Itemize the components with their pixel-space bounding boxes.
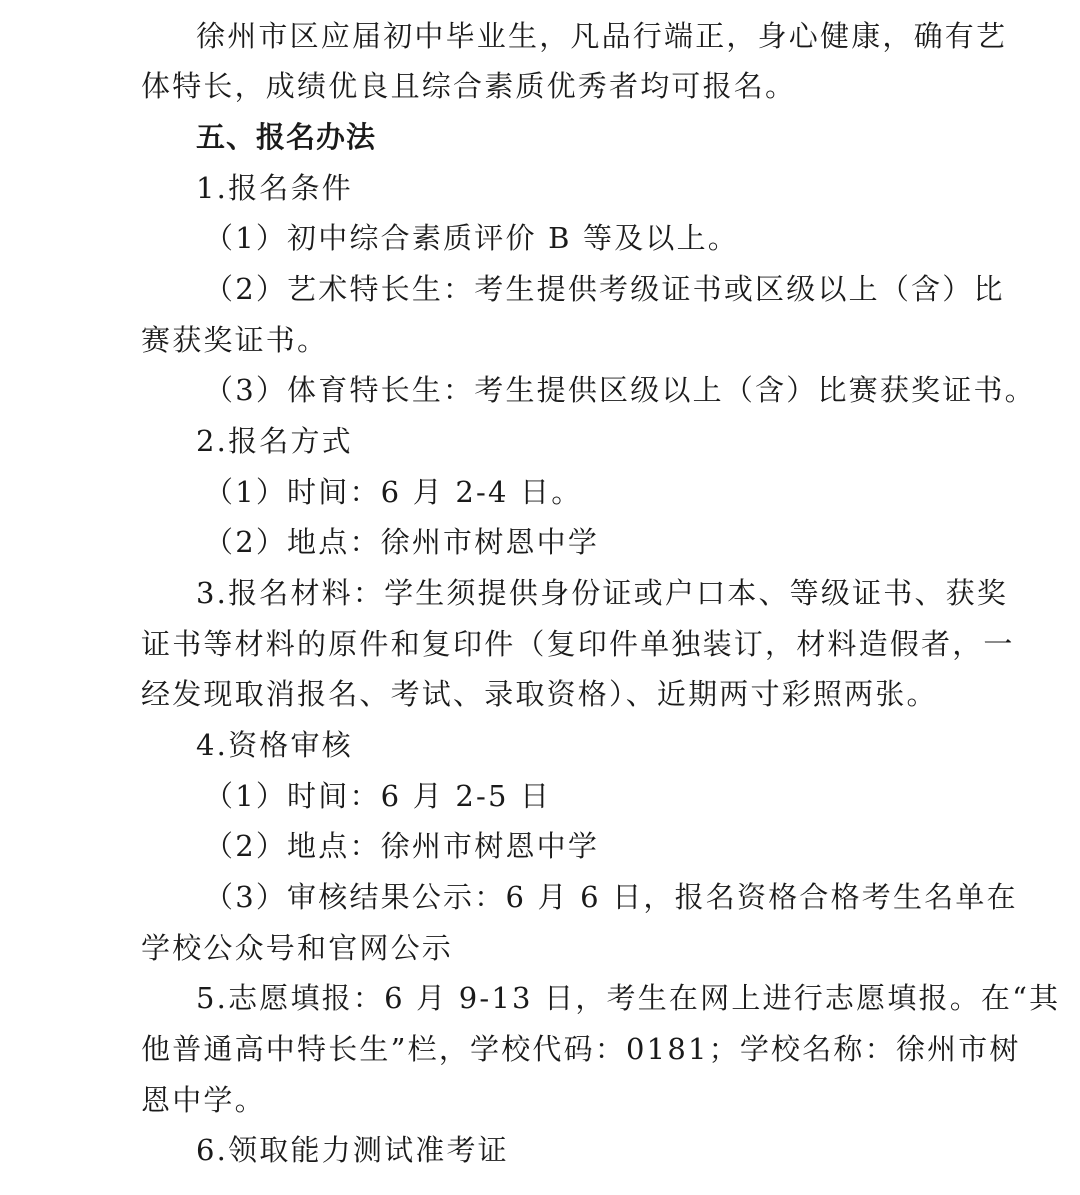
condition-item-3: （3）体育特长生：考生提供区级以上（含）比赛获奖证书。	[204, 373, 1036, 407]
method-location: （2）地点：徐州市树恩中学	[204, 525, 600, 559]
review-result-line-2: 学校公众号和官网公示	[141, 931, 454, 965]
condition-item-2-line-1: （2）艺术特长生：考生提供考级证书或区级以上（含）比	[204, 272, 1005, 306]
application-line-1: 5.志愿填报：6 月 9-13 日，考生在网上进行志愿填报。在“其	[196, 981, 1061, 1015]
subheading-admission-ticket: 6.领取能力测试准考证	[196, 1133, 509, 1167]
method-time: （1）时间：6 月 2-4 日。	[204, 475, 583, 509]
review-location: （2）地点：徐州市树恩中学	[204, 829, 600, 863]
subheading-method: 2.报名方式	[196, 424, 353, 458]
condition-item-1: （1）初中综合素质评价 B 等及以上。	[204, 221, 739, 255]
section-heading-registration: 五、报名办法	[196, 120, 377, 154]
condition-item-2-line-2: 赛获奖证书。	[141, 323, 329, 357]
materials-line-1: 3.报名材料：学生须提供身份证或户口本、等级证书、获奖	[196, 576, 1009, 610]
review-result-line-1: （3）审核结果公示：6 月 6 日，报名资格合格考生名单在	[204, 880, 1018, 914]
materials-line-3: 经发现取消报名、考试、录取资格）、近期两寸彩照两张。	[141, 677, 938, 711]
subheading-review: 4.资格审核	[196, 728, 353, 762]
review-time: （1）时间：6 月 2-5 日	[204, 779, 552, 813]
materials-line-2: 证书等材料的原件和复印件（复印件单独装订，材料造假者，一	[141, 627, 1015, 661]
application-line-3: 恩中学。	[141, 1083, 266, 1117]
application-line-2: 他普通高中特长生”栏，学校代码：0181；学校名称：徐州市树	[141, 1032, 1021, 1066]
subheading-conditions: 1.报名条件	[196, 171, 353, 205]
paragraph-eligibility-line-1: 徐州市区应届初中毕业生，凡品行端正，身心健康，确有艺	[196, 19, 1008, 53]
paragraph-eligibility-line-2: 体特长，成绩优良且综合素质优秀者均可报名。	[141, 69, 797, 103]
